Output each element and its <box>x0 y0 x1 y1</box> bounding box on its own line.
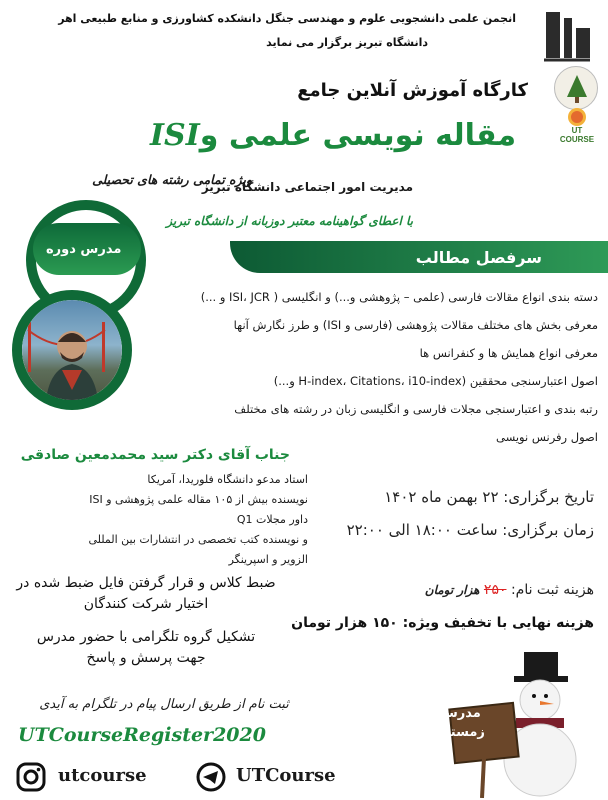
instructor-bio-line: نویسنده بیش از ۱۰۵ مقاله علمی پژوهشی و ISI <box>89 493 308 506</box>
event-time: زمان برگزاری: ساعت ۱۸:۰۰ الی ۲۲:۰۰ <box>346 521 594 539</box>
instructor-badge-label: مدرس دوره <box>46 242 122 257</box>
instagram-icon[interactable] <box>16 762 46 792</box>
title-fa: مقاله نویسی علمی و <box>199 118 517 153</box>
instructor-name: جناب آقای دکتر سید محمدمعین صادقی <box>20 447 290 463</box>
instructor-photo-frame <box>12 290 132 410</box>
snowman-sign-line: زمستانه <box>433 725 485 740</box>
telegram-group-note-line: تشکیل گروه تلگرامی با حضور مدرس <box>36 629 256 645</box>
topic-item: رتبه بندی و اعتبارسنجی مجلات فارسی و انگلیسی زبان در رشته های مختلف <box>234 402 598 416</box>
header-line-2: دانشگاه تبریز برگزار می نماید <box>266 36 428 49</box>
registration-note: ثبت نام از طریق ارسال پیام در تلگرام به آیدی <box>39 697 289 712</box>
ut-course-logo <box>554 108 600 148</box>
telegram-icon[interactable] <box>196 762 226 792</box>
topic-item: دسته بندی انواع مقالات فارسی (علمی – پژوهشی و...) و انگلیسی ( ISI، JCR و ...) <box>200 290 598 304</box>
title-isi: ISI <box>150 118 200 153</box>
fee-unit: هزار تومان <box>424 583 480 597</box>
recording-note-line: اختیار شرکت کنندگان <box>83 596 209 612</box>
fee-label: هزینه ثبت نام: <box>510 582 594 598</box>
event-date: تاریخ برگزاری: ۲۲ بهمن ماه ۱۴۰۲ <box>384 488 594 506</box>
instructor-bio-line: استاد مدعو دانشگاه فلوریدا، آمریکا <box>147 473 308 486</box>
recording-note-line: ضبط کلاس و قرار گرفتن فایل ضبط شده در <box>16 575 276 591</box>
snowman-illustration <box>404 648 584 798</box>
certificate-note: با اعطای گواهینامه معتبر دوزبانه از دانشگاه تبریز <box>166 214 413 228</box>
telegram-group-note-line: جهت پرسش و پاسخ <box>86 650 206 666</box>
topic-item: اصول رفرنس نویسی <box>495 430 598 444</box>
topic-item: اصول اعتبارسنجی محققین (H-index، Citations، i10-index و...) <box>273 374 598 388</box>
old-price: ۲۵۰ <box>483 582 507 598</box>
workshop-main-title <box>150 118 516 153</box>
snowman-sign-line: مدرسه <box>437 706 481 721</box>
ut-course-label: UT COURSE <box>559 126 595 144</box>
telegram-handle[interactable]: UTCourse <box>236 765 336 786</box>
bulb-icon <box>568 108 586 126</box>
topic-item: معرفی انواع همایش ها و کنفرانس ها <box>419 346 598 360</box>
instructor-bio-line: داور مجلات Q1 <box>236 513 308 526</box>
organizer-note: مدیریت امور اجتماعی دانشگاه تبریز <box>201 180 413 194</box>
workshop-title: کارگاه آموزش آنلاین جامع <box>297 80 528 101</box>
instructor-bio-line: و نویسنده کتب تخصصی در انتشارات بین المللی <box>88 533 308 546</box>
header-line-1: انجمن علمی دانشجویی علوم و مهندسی جنگل دانشکده کشاورزی و منابع طبیعی اهر <box>58 12 516 25</box>
registration-fee <box>425 582 594 598</box>
final-fee: هزینه نهایی با تخفیف ویژه: ۱۵۰ هزار تومان <box>291 615 594 631</box>
registration-telegram-id[interactable]: UTCourseRegister2020 <box>18 724 266 746</box>
topic-item: معرفی بخش های مختلف مقالات پژوهشی (فارسی و ISI) و طرز نگارش آنها <box>233 318 598 332</box>
instagram-handle[interactable]: utcourse <box>58 765 147 786</box>
audience-note: ویژه تمامی رشته های تحصیلی <box>92 172 252 187</box>
instructor-bio-line: الزویر و اسپرینگر <box>228 553 308 566</box>
forest-association-logo-icon <box>554 66 598 110</box>
instructor-photo <box>22 300 122 400</box>
section-title: سرفصل مطالب <box>415 248 542 267</box>
university-emblem-icon <box>538 8 596 66</box>
